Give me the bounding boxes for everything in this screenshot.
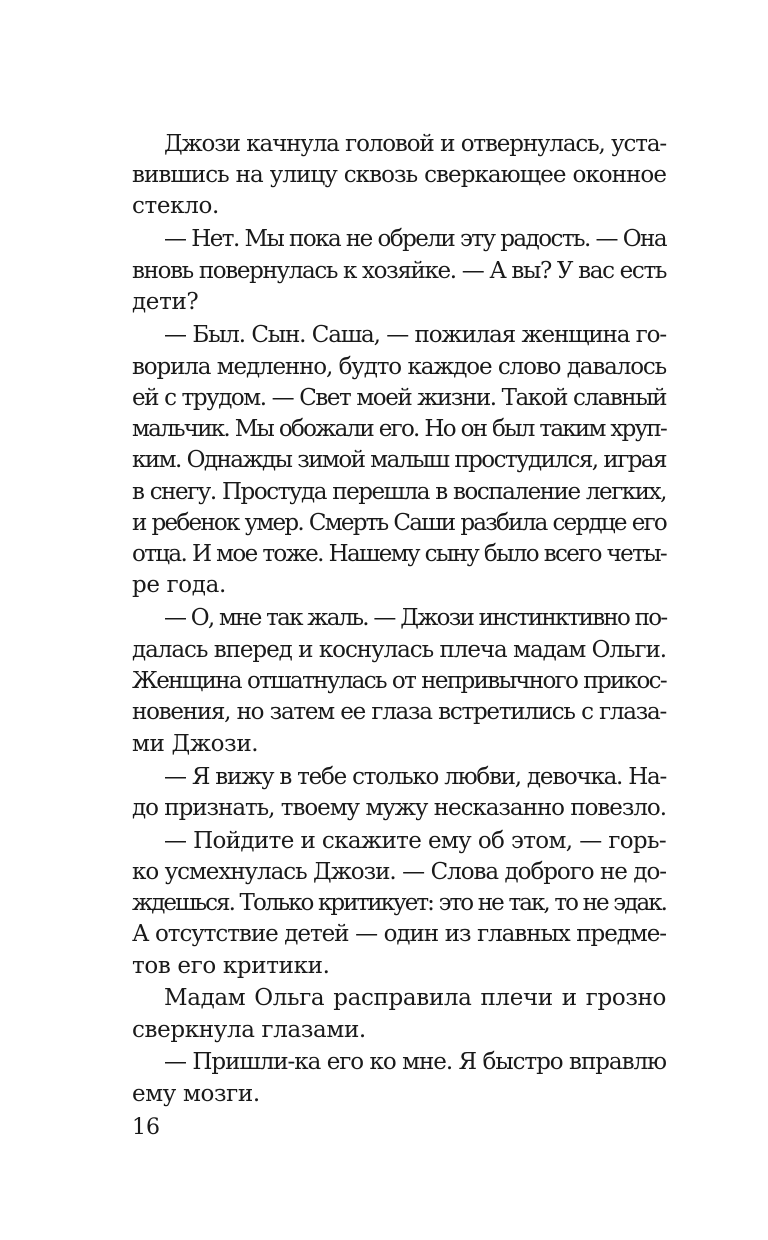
text-line: ми Джози. [132,731,259,757]
text-line: ей с трудом. — Свет моей жизни. Такой славный [132,385,666,411]
text-line: — О, мне так жаль. — Джози инстинктивно по- [164,605,667,631]
text-line: сверкнула глазами. [132,1017,366,1043]
text-line: до признать, твоему мужу несказанно повезло. [132,795,666,821]
text-line: — Был. Сын. Саша, — пожилая женщина го- [164,322,666,348]
text-line: далась вперед и коснулась плеча мадам Ольги. [132,637,666,663]
text-line: — Пойдите и скажите ему об этом, — горь- [164,828,666,854]
text-line: ко усмехнулась Джози. — Слова доброго не до- [132,859,666,885]
text-line: — Нет. Мы пока не обрели эту радость. — Она [164,226,666,252]
text-line: Женщина отшатнулась от непривычного прикос- [132,668,666,694]
text-line: ре года. [132,572,226,598]
text-line: — Пришли-ка его ко мне. Я быстро вправлю [164,1049,666,1075]
text-line: Джози качнула головой и отвернулась, уста- [164,131,666,157]
text-line: вившись на улицу сквозь сверкающее оконное [132,162,666,188]
text-line: стекло. [132,193,219,219]
text-line: ему мозги. [132,1081,260,1107]
text-line: ким. Однажды зимой малыш простудился, играя [132,447,666,473]
text-line: дети? [132,289,199,315]
text-line: вновь повернулась к хозяйке. — А вы? У вас есть [132,258,666,284]
text-line: отца. И мое тоже. Нашему сыну было всего четы- [132,541,666,567]
text-line: в снегу. Простуда перешла в воспаление легких, [132,479,666,505]
text-line: ждешься. Только критикует: это не так, то не эдак. [132,890,666,916]
text-line: тов его критики. [132,953,330,979]
text-line: А отсутствие детей — один из главных предме- [132,921,666,947]
text-line: и ребенок умер. Смерть Саши разбила сердце его [132,510,666,536]
page-number: 16 [132,1115,160,1140]
text-line: — Я вижу в тебе столько любви, девочка. На- [164,764,666,790]
text-line: ворила медленно, будто каждое слово давалось [132,354,666,380]
text-line: Мадам Ольга расправила плечи и грозно [164,985,666,1011]
text-line: новения, но затем ее глаза встретились с глаза- [132,699,666,725]
text-line: мальчик. Мы обожали его. Но он был таким хруп- [132,416,666,442]
